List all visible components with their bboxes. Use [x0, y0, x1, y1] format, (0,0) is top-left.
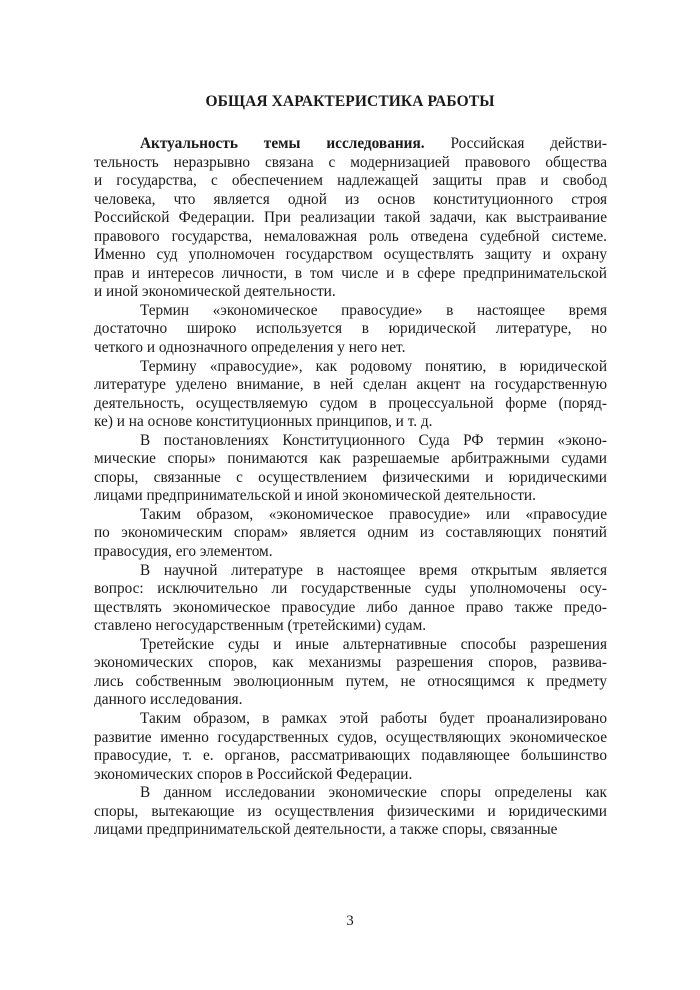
paragraph: [94, 358, 607, 432]
text-line: прав и интересов личности, в том числе и в сфере предпринимательской: [94, 264, 607, 282]
text-line: литературе уделено внимание, в ней сделан акцент на государственную: [94, 376, 607, 394]
paragraph: [94, 710, 607, 784]
body-text: [94, 135, 607, 840]
paragraph: [94, 562, 607, 636]
paragraph-lead: Актуальность темы исследования.: [140, 135, 425, 152]
text-line: деятельность, осуществляемую судом в процессуальной форме (поряд-: [94, 394, 607, 412]
text-line: правового государства, немаловажная роль отведена судебной системе.: [94, 227, 607, 245]
paragraph: [94, 302, 607, 358]
text-line: Третейские суды и иные альтернативные способы разрешения: [140, 635, 607, 653]
paragraph: [94, 636, 607, 710]
text-line: В постановлениях Конституционного Суда РФ термин «эконо-: [140, 431, 607, 449]
text-line: ществлять экономическое правосудие либо данное право также предо-: [94, 598, 607, 616]
page-title: ОБЩАЯ ХАРАКТЕРИСТИКА РАБОТЫ: [205, 93, 495, 110]
text-line: и государства, с обеспечением надлежащей защиты прав и свобод: [94, 172, 607, 190]
text-line: Таким образом, в рамках этой работы будет проанализировано: [140, 709, 607, 727]
text-line: споры, вытекающие из осуществления физическими и юридическими: [94, 802, 607, 820]
text-line: четкого и однозначного определения у него нет.: [94, 339, 406, 357]
text-line: [94, 135, 607, 154]
text-line: В данном исследовании экономические споры определены как: [140, 784, 607, 802]
text-line: правосудие, т. е. органов, рассматривающих подавляющее большинство: [94, 747, 607, 765]
text-line: Таким образом, «экономическое правосудие» или «правосудие: [140, 505, 607, 523]
text-line: лицами предпринимательской и иной экономической деятельности.: [94, 487, 536, 505]
text-line: В научной литературе в настоящее время открытым является: [140, 561, 607, 579]
text-line: тельность неразрывно связана с модернизацией правового общества: [94, 153, 607, 171]
paragraph: [94, 432, 607, 506]
paragraph-lead-rest: Российская действи-: [424, 135, 608, 152]
text-line: Термину «правосудие», как родовому понятию, в юридической: [140, 357, 607, 375]
text-line: Именно суд уполномочен государством осуществлять защиту и охрану: [94, 246, 607, 264]
page-number: 3: [346, 913, 354, 929]
text-line: экономических споров, как механизмы разрешения споров, развива-: [94, 654, 607, 672]
text-line: человека, что является одной из основ конституционного строя: [94, 190, 607, 208]
text-line: по экономическим спорам» является одним из составляющих понятий: [94, 524, 607, 542]
paragraph: [94, 135, 607, 302]
text-line: экономических споров в Российской Федерации.: [94, 765, 413, 783]
text-line: Российской Федерации. При реализации такой задачи, как выстраивание: [94, 209, 607, 227]
text-line: вопрос: исключительно ли государственные суды уполномочены осу-: [94, 580, 607, 598]
text-line: ставлено негосударственным (третейскими) судам.: [94, 617, 427, 635]
text-line: споры, связанные с осуществлением физическими и юридическими: [94, 468, 607, 486]
text-line: лись собственным эволюционным путем, не относящимся к предмету: [94, 672, 607, 690]
paragraph: [94, 506, 607, 562]
paragraph: [94, 784, 607, 840]
text-line: и иной экономической деятельности.: [94, 283, 336, 301]
text-line: данного исследования.: [94, 691, 243, 709]
text-line: мические споры» понимаются как разрешаемые арбитражными судами: [94, 450, 607, 468]
text-line: правосудия, его элементом.: [94, 543, 273, 561]
text-line: лицами предпринимательской деятельности, а также споры, связанные: [94, 821, 558, 839]
text-line: достаточно широко используется в юридической литературе, но: [94, 320, 607, 338]
text-line: Термин «экономическое правосудие» в настоящее время: [140, 301, 607, 319]
text-line: развитие именно государственных судов, осуществляющих экономическое: [94, 728, 607, 746]
text-line: ке) и на основе конституционных принципов, и т. д.: [94, 413, 433, 431]
